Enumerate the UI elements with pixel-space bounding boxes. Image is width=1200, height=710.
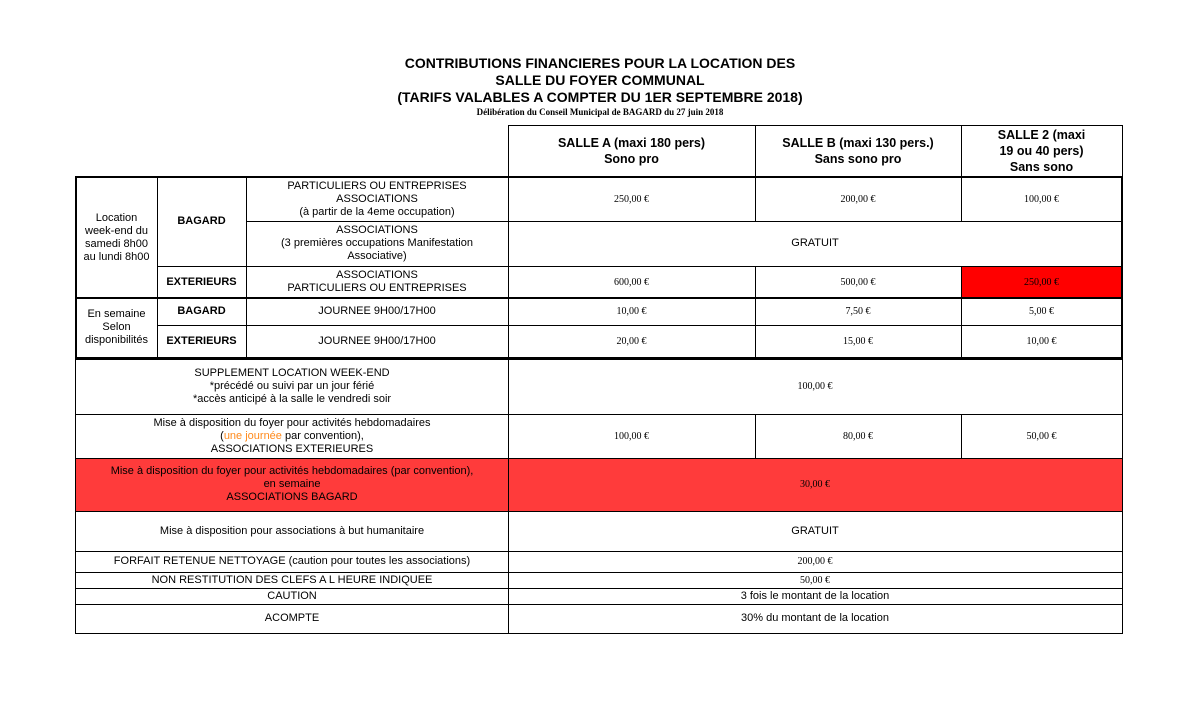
weekend-label-line: week-end du	[85, 224, 148, 237]
weekend-row2-desc	[246, 221, 508, 266]
grid-line	[75, 176, 77, 359]
desc-line: (à partir de la 4eme occupation)	[299, 205, 455, 218]
grid-line	[157, 266, 1122, 267]
weekend-label-line: Location	[95, 211, 138, 224]
desc-line: ASSOCIATIONS	[336, 269, 418, 281]
semaine-bagard-salle-2: 5,00 €	[1029, 306, 1054, 317]
weekend-label-line: au lundi 8h00	[83, 250, 150, 263]
acompte-label: ACOMPTE	[264, 612, 320, 624]
supplement-line: *accès anticipé à la salle le vendredi soir	[192, 393, 392, 405]
semaine-group-exterieurs: EXTERIEURS	[166, 334, 237, 347]
semaine-label-line: Selon	[102, 321, 131, 333]
hebdo-exterieures-salle-a: 100,00 €	[614, 430, 649, 442]
semaine-exterieurs-salle-a: 20,00 €	[616, 335, 647, 347]
semaine-bagard-desc: JOURNEE 9H00/17H00	[318, 305, 436, 317]
grid-line	[75, 572, 1123, 573]
grid-line	[157, 177, 158, 357]
semaine-group-bagard: BAGARD	[177, 305, 226, 317]
supplement-value: 100,00 €	[797, 381, 833, 392]
grid-line	[1122, 359, 1123, 634]
clefs-label: NON RESTITUTION DES CLEFS A L HEURE INDIQUEE	[151, 573, 433, 586]
weekend-row3-salle-a: 600,00 €	[614, 276, 649, 288]
desc-line: (3 premières occupations Manifestation	[281, 237, 473, 249]
grid-line	[508, 359, 509, 634]
column-header-salle-b	[755, 125, 961, 177]
desc-line: ASSOCIATIONS	[336, 192, 418, 205]
caution-label: CAUTION	[267, 589, 317, 602]
humanitaire-value: GRATUIT	[791, 524, 839, 537]
hebdo-bagard-line: en semaine	[263, 478, 321, 490]
weekend-row1-salle-2: 100,00 €	[1024, 193, 1059, 205]
semaine-label-line: En semaine	[87, 308, 146, 320]
desc-line: PARTICULIERS OU ENTREPRISES	[287, 179, 467, 192]
forfait-value: 200,00 €	[797, 556, 833, 567]
grid-line	[75, 359, 1123, 360]
desc-line: PARTICULIERS OU ENTREPRISES	[287, 282, 467, 294]
desc-line: Associative)	[347, 250, 407, 262]
title-line-2: SALLE DU FOYER COMMUNAL	[495, 72, 705, 88]
grid-line	[75, 176, 1123, 178]
grid-line	[246, 221, 1122, 222]
weekend-label-line: samedi 8h00	[85, 237, 148, 250]
grid-line	[961, 125, 962, 177]
grid-line	[246, 177, 247, 357]
weekend-row1-desc	[246, 177, 508, 221]
salle-a-subtitle: Sono pro	[604, 152, 659, 166]
grid-line	[75, 511, 1123, 512]
semaine-label-line: disponibilités	[85, 334, 148, 346]
semaine-exterieurs-salle-b: 15,00 €	[843, 335, 873, 347]
salle-2-subtitle: Sans sono	[1009, 160, 1074, 174]
clefs-value: 50,00 €	[800, 574, 830, 586]
hebdo-bagard-line: Mise à disposition du foyer pour activités hebdomadaires (par convention),	[110, 465, 474, 477]
grid-line	[961, 414, 962, 458]
grid-line	[961, 177, 962, 221]
grid-line	[508, 125, 509, 177]
grid-line	[75, 458, 1123, 459]
hebdo-bagard-label	[76, 458, 508, 511]
grid-line	[75, 359, 76, 634]
grid-line	[755, 177, 756, 221]
weekend-row3-salle-2: 250,00 €	[961, 266, 1122, 298]
grid-line	[1122, 125, 1123, 177]
weekend-row1-salle-a: 250,00 €	[614, 193, 649, 205]
hebdo-bagard-value: 30,00 €	[800, 479, 830, 490]
grid-line	[961, 266, 962, 357]
grid-line	[755, 414, 756, 458]
semaine-bagard-salle-b: 7,50 €	[845, 306, 871, 317]
grid-line	[508, 125, 1123, 126]
document-title	[0, 55, 1200, 118]
hebdo-ext-line: ASSOCIATIONS EXTERIEURES	[210, 442, 374, 455]
title-line-3: (TARIFS VALABLES A COMPTER DU 1ER SEPTEMBRE 2018)	[397, 89, 803, 105]
grid-line	[75, 588, 1123, 589]
weekend-group-bagard: BAGARD	[177, 215, 226, 227]
acompte-value: 30% du montant de la location	[741, 612, 889, 624]
forfait-label: FORFAIT RETENUE NETTOYAGE (caution pour toutes les associations)	[113, 555, 471, 567]
title-line-1: CONTRIBUTIONS FINANCIERES POUR LA LOCATION DES	[404, 55, 796, 71]
weekend-row1-salle-b: 200,00 €	[840, 193, 876, 205]
semaine-exterieurs-salle-2: 10,00 €	[1026, 335, 1057, 347]
grid-line	[75, 551, 1123, 552]
desc-line: ASSOCIATIONS	[336, 224, 418, 236]
highlighted-text: une journée	[223, 429, 282, 442]
weekend-row3-desc	[246, 266, 508, 298]
salle-b-subtitle: Sans sono pro	[814, 152, 902, 166]
semaine-bagard-salle-a: 10,00 €	[616, 306, 647, 317]
grid-line	[755, 125, 756, 177]
grid-line	[755, 266, 756, 357]
convention-text: par convention),	[281, 429, 364, 442]
hebdo-bagard-line: ASSOCIATIONS BAGARD	[226, 491, 358, 503]
column-header-salle-2	[961, 125, 1122, 177]
semaine-label	[76, 298, 157, 357]
weekend-group-exterieurs: EXTERIEURS	[166, 275, 237, 288]
grid-line	[75, 633, 1123, 634]
hebdo-ext-line	[220, 430, 364, 443]
semaine-exterieurs-desc: JOURNEE 9H00/17H00	[318, 334, 436, 347]
deliberation-note: Délibération du Conseil Municipal de BAGARD du 27 juin 2018	[476, 107, 724, 117]
grid-line	[508, 177, 509, 357]
grid-line	[75, 604, 1123, 605]
grid-line	[1121, 176, 1123, 359]
supplement-label	[76, 359, 508, 414]
supplement-line: SUPPLEMENT LOCATION WEEK-END	[194, 367, 390, 379]
salle-b-title: SALLE B (maxi 130 pers.)	[782, 136, 934, 150]
supplement-line: *précédé ou suivi par un jour férié	[209, 380, 375, 392]
paren-text: (	[220, 429, 224, 442]
hebdo-ext-line: Mise à disposition du foyer pour activités hebdomadaires	[153, 416, 431, 429]
weekend-row3-salle-b: 500,00 €	[840, 276, 876, 288]
grid-line	[75, 414, 1123, 415]
hebdo-exterieures-salle-b: 80,00 €	[843, 430, 873, 442]
grid-line	[75, 297, 1123, 299]
salle-a-title: SALLE A (maxi 180 pers)	[557, 136, 706, 150]
salle-2-title: SALLE 2 (maxi	[997, 128, 1086, 142]
salle-2-capacity: 19 ou 40 pers)	[999, 144, 1084, 158]
weekend-label	[76, 177, 157, 298]
grid-line	[157, 325, 1122, 326]
hebdo-exterieures-salle-2: 50,00 €	[1026, 430, 1057, 442]
weekend-row2-value: GRATUIT	[791, 237, 839, 249]
column-header-salle-a	[508, 125, 755, 177]
hebdo-exterieures-label	[76, 414, 508, 458]
caution-value: 3 fois le montant de la location	[740, 589, 890, 602]
humanitaire-label: Mise à disposition pour associations à but humanitaire	[159, 524, 425, 537]
